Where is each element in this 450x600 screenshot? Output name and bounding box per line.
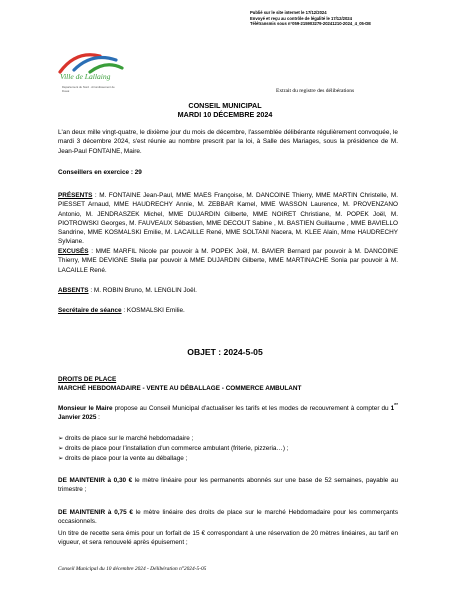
objet-heading: OBJET : 2024-5-05 xyxy=(187,347,263,357)
section-line-2: MARCHÉ HEBDOMADAIRE - VENTE AU DÉBALLAGE - COMMERCE AMBULANT xyxy=(58,385,302,393)
page-footer: Conseil Municipal du 10 décembre 2024 - Délibération n°2024-5-05 xyxy=(58,566,207,572)
legal-stamp xyxy=(250,10,440,27)
stamp-line-received: Envoyé et reçu au contrôle de légalité le 17/12/2024 xyxy=(250,15,352,21)
proposal-paragraph xyxy=(58,401,399,423)
list-item: ➢ droits de place pour l'installation d'un commerce ambulant (friterie, pizzeria…) ; xyxy=(58,445,289,452)
maintain-text: le mètre linéaire pour les permanents abonnés sur une base de 52 semaines, payable au trimestre ; xyxy=(58,477,399,494)
proposal-text: propose au Conseil Municipal d'actualiser les tarifs et les modes de recouvrement à compter du xyxy=(112,405,391,412)
section-heading xyxy=(58,375,398,394)
conseillers-label: Conseillers en exercice xyxy=(58,169,130,176)
absents-line xyxy=(58,286,398,295)
maintain-permanent-paragraph xyxy=(58,476,398,495)
town-logo xyxy=(56,46,126,108)
section-line-1: DROITS DE PLACE xyxy=(58,376,117,383)
proposal-date-sup: er xyxy=(394,401,399,406)
maintain-text: le mètre linéaire des droits de place sur le marché Hebdomadaire pour les commerçants occasionnels. xyxy=(58,509,399,526)
meeting-title xyxy=(0,101,450,119)
logo-town-name: Ville de Lallaing xyxy=(60,72,111,81)
secretaire-line xyxy=(58,306,398,315)
maintain-amount: à 0,30 € xyxy=(104,477,133,484)
excuses-text: : MME MARFIL Nicole par pouvoir à M. POPEK Joël, M. BAVIER Bernard par pouvoir à M. DANCOINE Thierry, MME DEVIGNE Stella par pouvoir à MME DUJARDIN Gilberte, MME MARTINACHE Sonia par pouvoir à M. LACAILLE René. xyxy=(58,248,398,274)
intro-paragraph: L'an deux mille vingt-quatre, le dixième jour du mois de décembre, l'assemblée délibérante régulièrement convoquée, le mardi 3 décembre 2024, s'est réunie au nombre prescrit par la loi, à Salle des Mariages, sous la présidence de M. Jean-Paul FONTAINE, Maire. xyxy=(58,129,398,155)
conseillers-line xyxy=(58,168,398,177)
maintain-amount: à 0,75 € xyxy=(105,509,133,516)
excuses-label: EXCUSÉS xyxy=(58,248,89,255)
extract-label: Extrait du registre des délibérations xyxy=(276,88,355,94)
presents-label: PRÉSENTS xyxy=(58,192,93,199)
proposal-date-day: 1 xyxy=(390,405,395,412)
presents-paragraph xyxy=(58,191,398,247)
absents-text: : M. ROBIN Bruno, M. LENGLIN Joël. xyxy=(88,287,197,294)
secretaire-text: : KOSMALSKI Emilie. xyxy=(121,307,185,314)
stamp-line-published: Publié sur le site internet le 17/12/2024 xyxy=(250,10,327,15)
maintain-lead: DE MAINTENIR xyxy=(58,509,106,516)
title-recette-paragraph: Un titre de recette sera émis pour un forfait de 15 € correspondant à une réservation de 20 mètres linéaires, au tarif en vigueur, et sera renouvelé après épuisement ; xyxy=(58,530,398,547)
meeting-date: MARDI 10 DÉCEMBRE 2024 xyxy=(177,110,273,119)
presents-text: : M. FONTAINE Jean-Paul, MME MAES Françoise, M. DANCOINE Thierry, MME MARTIN Christelle, M. PIESSET Arnaud, MME HAUDRECHY Annie, M. ZEBBAR Kamel, MME WASSON Laurence, M. PROVENZANO Antonio, M. JENDRASZEK Michel, MME DUJARDIN Gilberte, MME NOIRET Christiane, M. POPEK Joël, M. PIOTROWSKI Georges, M. FAUVEAUX Sébastien, MME DECOUT Sabine , M. BASTIEN Guillaume , MME BAVIELLO Sandrine, MME KOSMALSKI Emilie, M. LACAILLE René, MME SOLTANI Nacera, M. KLEE Alain, Mme HAUDRECHY Sylviane. xyxy=(58,192,398,246)
absents-label: ABSENTS xyxy=(58,287,89,294)
maintain-lead: DE MAINTENIR xyxy=(58,477,105,484)
proposal-tail: : xyxy=(96,414,100,422)
stamp-line-transmitted: Télétransmis sous n°059-215903279-20241210-2024_4_05-DE xyxy=(250,21,372,27)
list-item: ➢ droits de place sur le marché hebdomadaire ; xyxy=(58,435,194,442)
secretaire-label: Secrétaire de séance xyxy=(58,307,122,314)
logo-subtitle: Département du Nord · Arrondissement de Douai xyxy=(62,85,115,93)
proposal-date-rest: Janvier 2025 xyxy=(58,414,97,422)
council-title: CONSEIL MUNICIPAL xyxy=(188,101,262,110)
list-item: ➢ droits de place pour la vente au déballage ; xyxy=(58,455,188,462)
proposal-lead: Monsieur le Maire xyxy=(58,405,113,412)
bullet-list xyxy=(58,434,398,464)
excuses-paragraph xyxy=(58,247,398,275)
conseillers-value: : 29 xyxy=(130,169,142,176)
maintain-occasional-paragraph xyxy=(58,508,398,527)
